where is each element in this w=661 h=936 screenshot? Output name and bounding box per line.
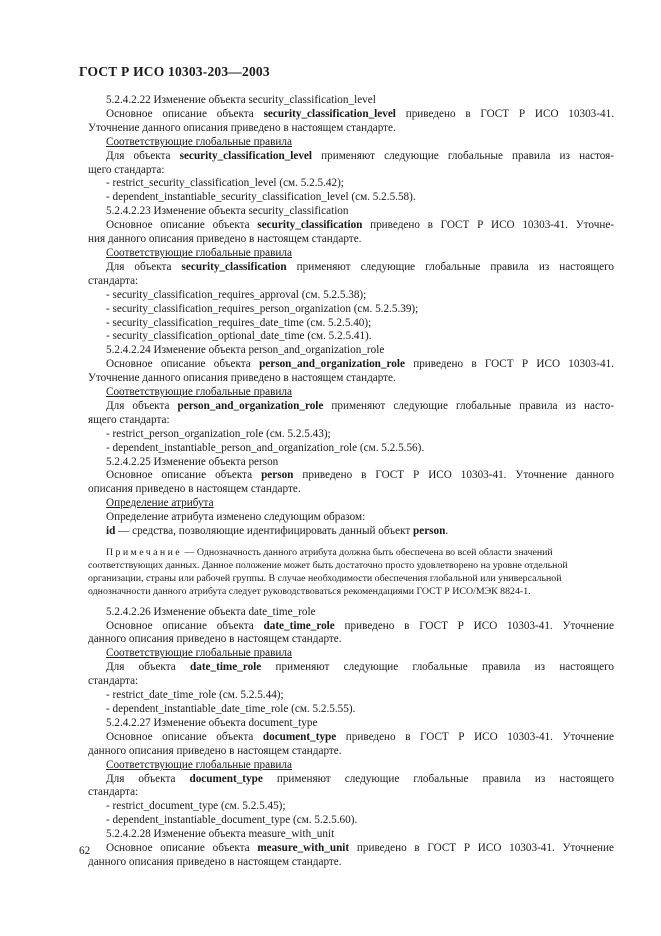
paragraph-line: Основное описание объекта security_classification_level приведено в ГОСТ Р ИСО 10303-41. (106, 107, 614, 120)
paragraph-line: Основное описание объекта person приведено в ГОСТ Р ИСО 10303-41. Уточнение данного (106, 469, 615, 482)
paragraph-line: Основное описание объекта document_type приведено в ГОСТ Р ИСО 10303-41. Уточнение (106, 730, 614, 743)
list-item: - security_classification_requires_person_organization (см. 5.2.5.39); (106, 302, 419, 315)
section-title: 5.2.4.2.24 Изменение объекта person_and_organization_role (106, 344, 385, 357)
section-title: 5.2.4.2.27 Изменение объекта document_type (106, 716, 318, 729)
section-title: 5.2.4.2.28 Изменение объекта measure_with_unit (106, 828, 335, 841)
paragraph-line: Для объекта date_time_role применяют следующие глобальные правила из настоящего (106, 661, 614, 674)
paragraph-line: Уточнение данного описания приведено в настоящем стандарте. (88, 372, 396, 385)
section-title: 5.2.4.2.23 Изменение объекта security_classification (106, 205, 349, 218)
global-rules-heading: Соответствующие глобальные правила (106, 246, 292, 259)
list-item: - restrict_date_time_role (см. 5.2.5.44); (106, 689, 284, 702)
paragraph-line: Определение атрибута изменено следующим образом: (106, 511, 366, 524)
note-line: соответствующих данных. Данное положение может быть достаточно просто удовлетворено на уровне отдельной (88, 559, 568, 571)
note-block (88, 547, 614, 599)
paragraph-line: щего стандарта: (88, 163, 165, 176)
paragraph-line: ния данного описания приведено в настоящем стандарте. (88, 233, 362, 246)
paragraph-line: Для объекта security_classification применяют следующие глобальные правила из настоящего (106, 260, 614, 273)
page-header: ГОСТ Р ИСО 10303-203—2003 (79, 64, 270, 79)
list-item: - restrict_security_classification_level (см. 5.2.5.42); (106, 177, 344, 190)
paragraph-line: данного описания приведено в настоящем стандарте. (88, 855, 342, 868)
list-item: - security_classification_requires_date_time (см. 5.2.5.40); (106, 316, 372, 329)
list-item: - dependent_instantiable_document_type (см. 5.2.5.60). (106, 814, 358, 827)
global-rules-heading: Соответствующие глобальные правила (106, 647, 292, 660)
section-title: 5.2.4.2.22 Изменение объекта security_classification_level (106, 94, 376, 106)
paragraph-line: Уточнение данного описания приведено в настоящем стандарте. (88, 121, 396, 134)
paragraph-line: данного описания приведено в настоящем стандарте. (88, 744, 342, 757)
note-line: организации, страны или рабочей группы. В случае необходимости обеспечения глобальной или универсальной (88, 572, 562, 584)
note-line: однозначности данного атрибута следует руководствоваться рекомендациями ГОСТ Р ИСО/МЭК 8824-1. (88, 585, 531, 597)
paragraph-line: Основное описание объекта measure_with_unit приведено в ГОСТ Р ИСО 10303-41. Уточнение (106, 842, 614, 855)
page-body (88, 94, 614, 870)
paragraph-line: стандарта: (88, 675, 139, 688)
paragraph-line: описания приведено в настоящем стандарте. (88, 483, 301, 496)
paragraph-line: Для объекта document_type применяют следующие глобальные правила из настоящего (106, 772, 614, 785)
list-item: - restrict_document_type (см. 5.2.5.45); (106, 800, 286, 813)
list-item: - restrict_person_organization_role (см. 5.2.5.43); (106, 427, 331, 440)
paragraph-line: Основное описание объекта date_time_role приведено в ГОСТ Р ИСО 10303-41. Уточнение (106, 619, 614, 632)
paragraph-line: ящего стандарта: (88, 413, 170, 426)
list-item: - dependent_instantiable_person_and_organization_role (см. 5.2.5.56). (106, 441, 425, 454)
note-line: Примечание — Однозначность данного атрибута должна быть обеспечена во всей области значений (106, 547, 553, 558)
page-number: 62 (79, 845, 91, 857)
paragraph-line: Для объекта security_classification_level применяют следующие глобальные правила из настоя- (106, 149, 614, 162)
paragraph-line: данного описания приведено в настоящем стандарте. (88, 633, 342, 646)
attribute-definition-heading: Определение атрибута (106, 497, 214, 510)
paragraph-line: Основное описание объекта person_and_organization_role приведено в ГОСТ Р ИСО 10303-41. (106, 358, 614, 371)
section-title: 5.2.4.2.25 Изменение объекта person (106, 455, 279, 468)
list-item: - security_classification_requires_approval (см. 5.2.5.38); (106, 288, 367, 301)
global-rules-heading: Соответствующие глобальные правила (106, 135, 292, 148)
global-rules-heading: Соответствующие глобальные правила (106, 758, 292, 771)
attribute-definition: id — средства, позволяющие идентифицировать данный объект person. (106, 525, 449, 538)
paragraph-line: стандарта: (88, 786, 139, 799)
section-title: 5.2.4.2.26 Изменение объекта date_time_role (106, 605, 316, 618)
list-item: - dependent_instantiable_security_classification_level (см. 5.2.5.58). (106, 191, 416, 204)
list-item: - security_classification_optional_date_time (см. 5.2.5.41). (106, 330, 372, 343)
global-rules-heading: Соответствующие глобальные правила (106, 386, 292, 399)
paragraph-line: стандарта: (88, 274, 139, 287)
paragraph-line: Основное описание объекта security_classification приведено в ГОСТ Р ИСО 10303-41. Уточне- (106, 219, 615, 232)
list-item: - dependent_instantiable_date_time_role (см. 5.2.5.55). (106, 702, 356, 715)
note-label: Примечание (106, 547, 183, 558)
paragraph-line: Для объекта person_and_organization_role применяют следующие глобальные правила из насто- (106, 399, 614, 412)
